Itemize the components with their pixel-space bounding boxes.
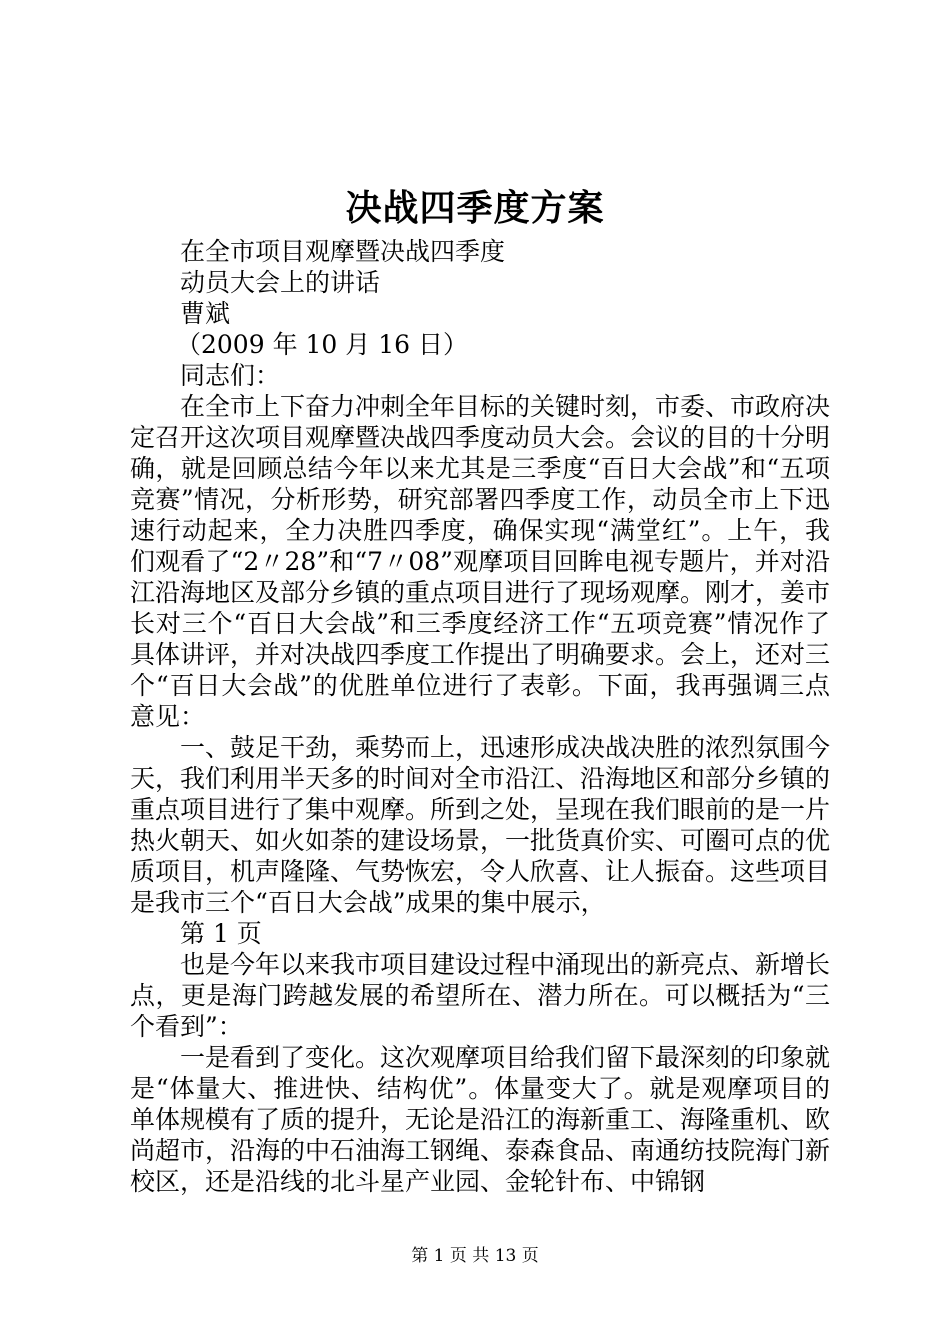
- speech-date: （2009 年 10 月 16 日）: [176, 330, 468, 359]
- paragraph: 一是看到了变化。这次观摩项目给我们留下最深刻的印象就是“体量大、推进快、结构优”。体量变大了。就是观摩项目的单体规模有了质的提升，无论是沿江的海新重工、海隆重机、欧尚超市，沿海的中石油海工钢绳、泰森食品、南通纺技院海门新校区，还是沿线的北斗星产业园、金轮针布、中锦钢: [130, 1043, 831, 1196]
- document-title: 决战四季度方案: [345, 187, 605, 229]
- inline-page-marker: 第 1 页: [180, 919, 262, 948]
- paragraph: 一、鼓足干劲，乘势而上，迅速形成决战决胜的浓烈氛围今天，我们利用半天多的时间对全市沿江、沿海地区和部分乡镇的重点项目进行了集中观摩。所到之处，呈现在我们眼前的是一片热火朝天、如火如荼的建设场景，一批货真价实、可圈可点的优质项目，机声隆隆、气势恢宏，令人欣喜、让人振奋。这些项目是我市三个“百日大会战”成果的集中展示，: [130, 733, 831, 917]
- document-body: [130, 236, 830, 1197]
- page-footer: 第 1 页 共 13 页: [411, 1246, 539, 1266]
- salutation: 同志们：: [180, 361, 281, 390]
- speech-heading-line-1: 在全市项目观摩暨决战四季度: [180, 237, 506, 266]
- paragraph: 也是今年以来我市项目建设过程中涌现出的新亮点、新增长点，更是海门跨越发展的希望所在、潜力所在。可以概括为“三个看到”：: [130, 950, 831, 1041]
- speaker-name: 曹斌: [180, 299, 231, 328]
- paragraph: 在全市上下奋力冲刺全年目标的关键时刻，市委、市政府决定召开这次项目观摩暨决战四季度动员大会。会议的目的十分明确，就是回顾总结今年以来尤其是三季度“百日大会战”和“五项竞赛”情况，分析形势，研究部署四季度工作，动员全市上下迅速行动起来，全力决胜四季度，确保实现“满堂红”。上午，我们观看了“2〃28”和“7〃08”观摩项目回眸电视专题片，并对沿江沿海地区及部分乡镇的重点项目进行了现场观摩。刚才，姜市长对三个“百日大会战”和三季度经济工作“五项竞赛”情况作了具体讲评，并对决战四季度工作提出了明确要求。会上，还对三个“百日大会战”的优胜单位进行了表彰。下面，我再强调三点意见：: [130, 392, 831, 731]
- speech-heading-line-2: 动员大会上的讲话: [180, 268, 381, 297]
